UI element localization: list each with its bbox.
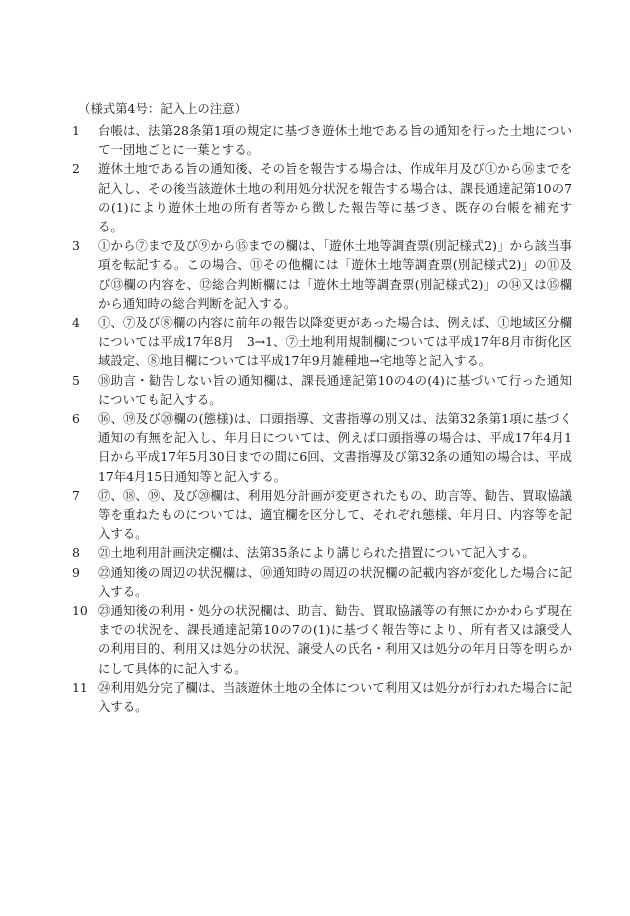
note-item (72, 543, 572, 562)
note-number: 6 (72, 411, 80, 427)
note-text: ①から⑦まで及び⑨から⑮までの欄は、「遊休土地等調査票(別記様式2)」から該当事項を転記する。この場合、⑪その他欄には「遊休土地等調査票(別記様式2)」の⑪及び⑬欄の内容を、⑫総合判断欄には「遊休土地等調査票(別記様式2)」の⑭又は⑮欄から通知時の総合判断を記入する。 (98, 238, 572, 311)
note-text: 台帳は、法第28条第1項の規定に基づき遊休土地である旨の通知を行った土地について一団地ごとに一葉とする。 (98, 123, 572, 158)
note-item (72, 121, 572, 159)
note-text: ⑱助言・勧告しない旨の通知欄は、課長通達記第10の4の(4)に基づいて行った通知についても記入する。 (98, 372, 572, 407)
note-number: 3 (72, 238, 80, 254)
note-text: ⑰、⑱、⑲、及び⑳欄は、利用処分計画が変更されたもの、助言等、勧告、買取協議等を重ねたものについては、適宜欄を区分して、それぞれ態様、年月日、内容等を記入する。 (98, 487, 572, 542)
note-item (72, 678, 572, 716)
notes-list (72, 121, 572, 716)
note-number: 10 (72, 603, 88, 619)
note-number: 11 (72, 679, 88, 695)
note-item (72, 313, 572, 371)
note-text: ㉓通知後の利用・処分の状況欄は、助言、勧告、買取協議等の有無にかかわらず現在までの状況を、課長通達記第10の7の(1)に基づく報告等により、所有者又は譲受人の利用目的、利用又は処分の状況、譲受人の氏名・利用又は処分の年月日等を明らかにして具体的に記入する。 (98, 603, 572, 676)
form-notes-heading: （様式第4号：記入上の注意） (78, 101, 247, 116)
note-text: ①、⑦及び⑧欄の内容に前年の報告以降変更があった場合は、例えば、①地域区分欄については平成17年8月 3→1、⑦土地利用規制欄については平成17年8月市街化区域設定、⑧地目欄については平成17年9月雑種地→宅地等と記入する。 (98, 315, 572, 369)
note-item (72, 601, 572, 678)
note-number: 9 (72, 564, 80, 580)
note-number: 5 (72, 372, 80, 388)
note-number: 8 (72, 545, 80, 561)
note-text: ㉑土地利用計画決定欄は、法第35条により講じられた措置について記入する。 (98, 545, 535, 561)
note-text: ㉒通知後の周辺の状況欄は、⑩通知時の周辺の状況欄の記載内容が変化した場合に記入する。 (98, 564, 572, 599)
note-item (72, 409, 572, 486)
note-text: ⑯、⑲及び⑳欄の(態様)は、口頭指導、文書指導の別又は、法第32条第1項に基づく通知の有無を記入し、年月日については、例えば口頭指導の場合は、平成17年4月1日から平成17年5月30日までの間に6回、文書指導及び第32条の通知の場合は、平成17年4月15日通知等と記入する。 (98, 411, 572, 484)
note-item (72, 371, 572, 409)
note-number: 2 (72, 161, 80, 177)
note-text: ㉔利用処分完了欄は、当該遊休土地の全体について利用又は処分が行われた場合に記入する。 (98, 679, 572, 715)
note-item (72, 486, 572, 544)
note-number: 4 (72, 315, 80, 331)
note-item (72, 563, 572, 601)
note-text: 遊休土地である旨の通知後、その旨を報告する場合は、作成年月及び①から⑯までを記入し、その後当該遊休土地の利用処分状況を報告する場合は、課長通達記第10の7の(1)により遊休土地の所有者等から徴した報告等に基づき、既存の台帳を補充する。 (98, 161, 572, 235)
note-number: 7 (72, 487, 80, 503)
note-number: 1 (72, 123, 80, 138)
note-item (72, 236, 572, 313)
note-item (72, 159, 572, 236)
